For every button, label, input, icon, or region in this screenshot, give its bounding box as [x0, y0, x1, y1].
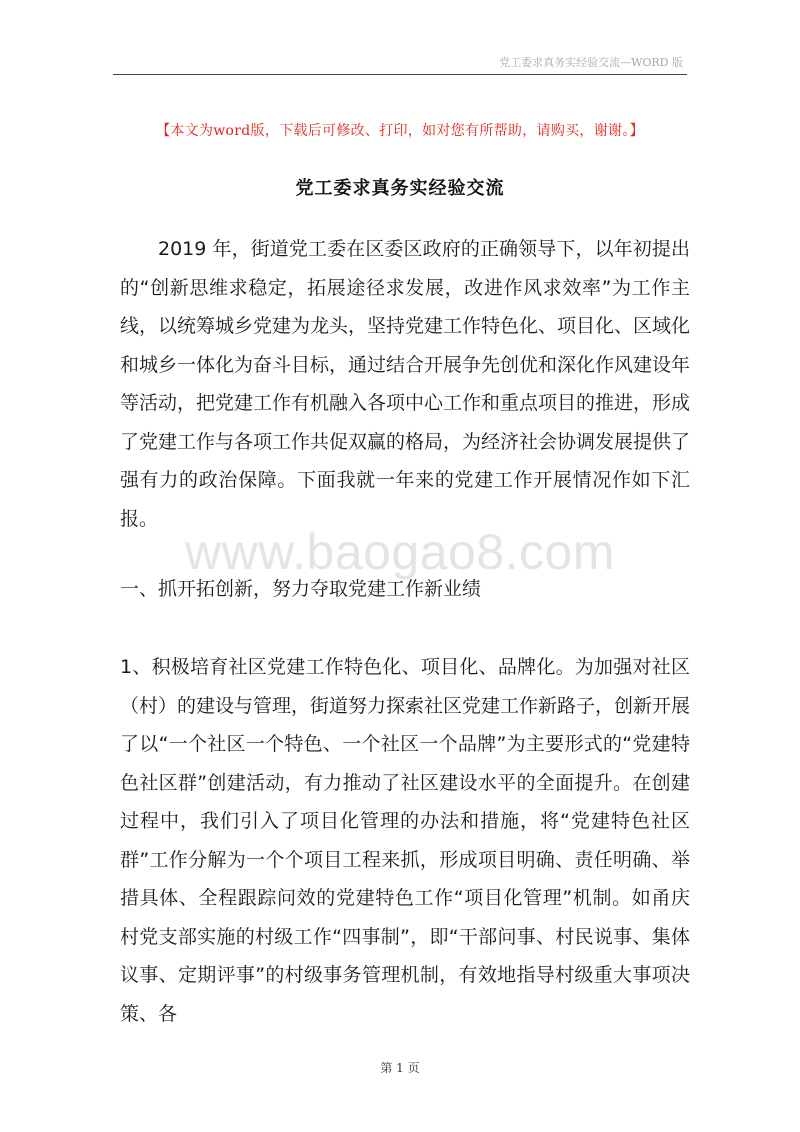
- page-number: 第 1 页: [380, 1061, 420, 1075]
- running-header: 党工委求真务实经验交流—WORD 版: [499, 56, 683, 69]
- watermark: www.baogao8.com: [185, 524, 615, 580]
- purchase-notice: 【本文为word版，下载后可修改、打印，如对您有所帮助，请购买，谢谢。】: [156, 123, 644, 139]
- document-title: 党工委求真务实经验交流: [295, 178, 505, 199]
- section-heading: 一、抓开拓创新，努力夺取党建工作新业绩: [120, 578, 482, 600]
- header-divider: [113, 74, 687, 75]
- paragraph-item-1: 1、积极培育社区党建工作特色化、项目化、品牌化。为加强对社区（村）的建设与管理，街道努力探索社区党建工作新路子，创新开展了以“一个社区一个特色、一个社区一个品牌”为主要形式的“党建特色社区群”创建活动，有力推动了社区建设水平的全面提升。在创建过程中，我们引入了项目化管理的办法和措施，将“党建特色社区群”工作分解为一个个项目工程来抓，形成项目明确、责任明确、举措具体、全程跟踪问效的党建特色工作“项目化管理”机制。如甬庆村党支部实施的村级工作“四事制”，即“干部问事、村民说事、集体议事、定期评事”的村级事务管理机制，有效地指导村级重大事项决策、各: [120, 656, 691, 1025]
- paragraph-intro: 2019 年，街道党工委在区委区政府的正确领导下，以年初提出的“创新思维求稳定，拓展途径求发展，改进作风求效率”为工作主线，以统筹城乡党建为龙头，坚持党建工作特色化、项目化、区域化和城乡一体化为奋斗目标，通过结合开展争先创优和深化作风建设年等活动，把党建工作有机融入各项中心工作和重点项目的推进，形成了党建工作与各项工作共促双赢的格局，为经济社会协调发展提供了强有力的政治保障。下面我就一年来的党建工作开展情况作如下汇报。: [120, 238, 691, 530]
